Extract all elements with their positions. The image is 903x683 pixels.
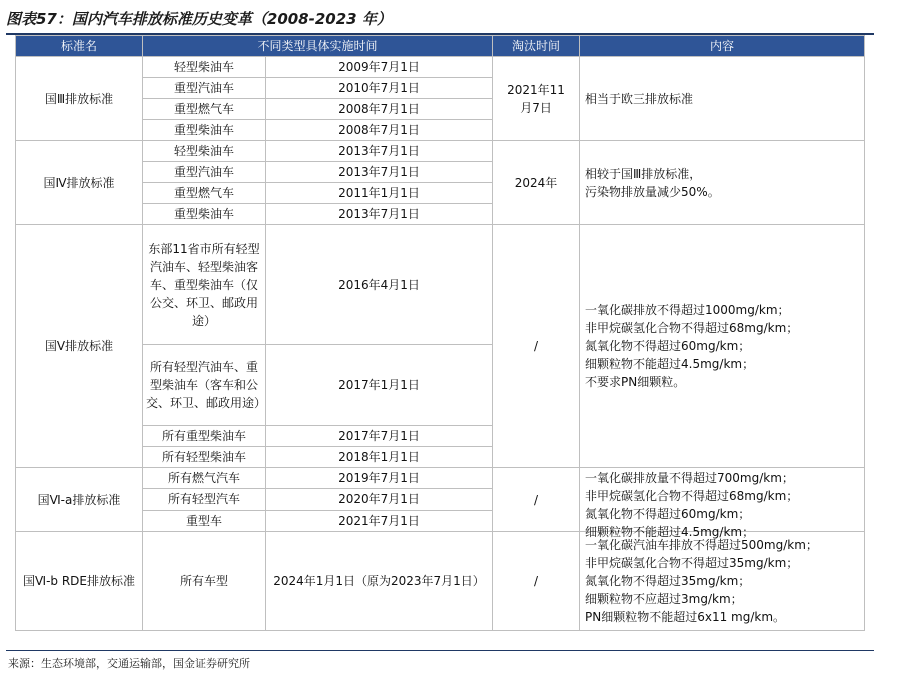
standard-name-cell: 国Ⅳ排放标准 bbox=[16, 141, 143, 225]
content-line: 一氧化碳排放量不得超过700mg/km； bbox=[585, 471, 794, 485]
implementation-date-cell: 2017年7月1日 bbox=[266, 426, 493, 447]
content-line: 非甲烷碳氢化合物不得超过35mg/km； bbox=[585, 556, 799, 570]
implementation-date-cell: 2008年7月1日 bbox=[266, 99, 493, 120]
vehicle-type-cell: 重型燃气车 bbox=[143, 183, 266, 204]
content-line: 氮氧化物不得超过60mg/km； bbox=[585, 507, 751, 521]
implementation-date-cell: 2020年7月1日 bbox=[266, 489, 493, 510]
content-line: 氮氧化物不得超过35mg/km； bbox=[585, 574, 751, 588]
vehicle-type-cell: 轻型柴油车 bbox=[143, 57, 266, 78]
standard-name-cell: 国Ⅴ排放标准 bbox=[16, 225, 143, 468]
standard-name-cell: 国Ⅲ排放标准 bbox=[16, 57, 143, 141]
vehicle-type-cell: 重型柴油车 bbox=[143, 120, 266, 141]
vehicle-type-cell: 重型燃气车 bbox=[143, 99, 266, 120]
table-row bbox=[16, 468, 865, 489]
figure-title: 图表57：国内汽车排放标准历史变革（2008-2023 年） bbox=[6, 10, 392, 28]
content-line: 相较于国Ⅲ排放标准， bbox=[585, 166, 702, 181]
emission-standards-table bbox=[15, 35, 865, 631]
content-cell bbox=[580, 141, 865, 225]
content-line: 一氧化碳汽油车排放不得超过500mg/km； bbox=[585, 538, 818, 552]
standard-name-cell: 国Ⅵ-b RDE排放标准 bbox=[16, 532, 143, 631]
source-divider bbox=[6, 650, 874, 651]
vehicle-type-cell: 轻型柴油车 bbox=[143, 141, 266, 162]
source-note: 来源：生态环境部，交通运输部，国金证券研究所 bbox=[8, 657, 250, 670]
content-line: 氮氧化物不得超过60mg/km； bbox=[585, 339, 751, 353]
content-line: 细颗粒物不能超过4.5mg/km； bbox=[585, 357, 755, 371]
elimination-cell: / bbox=[493, 225, 580, 468]
content-cell bbox=[580, 468, 865, 539]
implementation-date-cell: 2013年7月1日 bbox=[266, 141, 493, 162]
table-row bbox=[16, 57, 865, 78]
header-row bbox=[16, 36, 865, 57]
elimination-cell: 2024年 bbox=[493, 141, 580, 225]
vehicle-type-cell: 重型车 bbox=[143, 510, 266, 531]
content-cell bbox=[580, 532, 865, 631]
vehicle-type-cell: 重型汽油车 bbox=[143, 78, 266, 99]
content-line: 非甲烷碳氢化合物不得超过68mg/km； bbox=[585, 489, 799, 503]
implementation-date-cell: 2013年7月1日 bbox=[266, 204, 493, 225]
implementation-date-cell: 2011年1月1日 bbox=[266, 183, 493, 204]
implementation-date-cell: 2016年4月1日 bbox=[266, 225, 493, 345]
table-row bbox=[16, 141, 865, 162]
vehicle-type-cell: 重型汽油车 bbox=[143, 162, 266, 183]
vehicle-type-cell: 所有轻型汽车 bbox=[143, 489, 266, 510]
implementation-date-cell: 2019年7月1日 bbox=[266, 468, 493, 489]
content-line: 细颗粒物不应超过3mg/km； bbox=[585, 592, 743, 606]
implementation-date-cell: 2008年7月1日 bbox=[266, 120, 493, 141]
content-cell bbox=[580, 225, 865, 468]
implementation-date-cell: 2010年7月1日 bbox=[266, 78, 493, 99]
elimination-cell: / bbox=[493, 468, 580, 532]
vehicle-type-cell: 所有燃气汽车 bbox=[143, 468, 266, 489]
header-content: 内容 bbox=[580, 36, 865, 57]
implementation-date-cell: 2021年7月1日 bbox=[266, 510, 493, 531]
implementation-date-cell: 2024年1月1日（原为2023年7月1日） bbox=[266, 532, 493, 631]
vehicle-type-cell: 东部11省市所有轻型汽油车、轻型柴油客车、重型柴油车（仅公交、环卫、邮政用途） bbox=[143, 225, 266, 345]
implementation-date-cell: 2018年1月1日 bbox=[266, 447, 493, 468]
content-line: 一氧化碳排放不得超过1000mg/km； bbox=[585, 303, 790, 317]
content-line: 不要求PN细颗粒。 bbox=[585, 375, 686, 389]
implementation-date-cell: 2017年1月1日 bbox=[266, 345, 493, 426]
content-line: 污染物排放量减少50%。 bbox=[585, 184, 720, 199]
header-elimination-time: 淘汰时间 bbox=[493, 36, 580, 57]
vehicle-type-cell: 所有轻型柴油车 bbox=[143, 447, 266, 468]
implementation-date-cell: 2009年7月1日 bbox=[266, 57, 493, 78]
vehicle-type-cell: 重型柴油车 bbox=[143, 204, 266, 225]
content-line: PN细颗粒物不能超过6x11 mg/km。 bbox=[585, 610, 786, 624]
vehicle-type-cell: 所有轻型汽油车、重型柴油车（客车和公交、环卫、邮政用途） bbox=[143, 345, 266, 426]
vehicle-type-cell: 所有重型柴油车 bbox=[143, 426, 266, 447]
header-implementation-time: 不同类型具体实施时间 bbox=[143, 36, 493, 57]
content-clip bbox=[585, 469, 861, 539]
table-row bbox=[16, 225, 865, 345]
vehicle-type-cell: 所有车型 bbox=[143, 532, 266, 631]
header-standard-name: 标准名 bbox=[16, 36, 143, 57]
content-line: 细颗粒物不能超过4.5mg/km； bbox=[585, 525, 755, 539]
table-row bbox=[16, 532, 865, 631]
implementation-date-cell: 2013年7月1日 bbox=[266, 162, 493, 183]
standard-name-cell: 国Ⅵ-a排放标准 bbox=[16, 468, 143, 532]
elimination-cell: / bbox=[493, 532, 580, 631]
content-line: 非甲烷碳氢化合物不得超过68mg/km； bbox=[585, 321, 799, 335]
elimination-cell: 2021年11月7日 bbox=[493, 57, 580, 141]
content-cell: 相当于欧三排放标准 bbox=[580, 57, 865, 141]
